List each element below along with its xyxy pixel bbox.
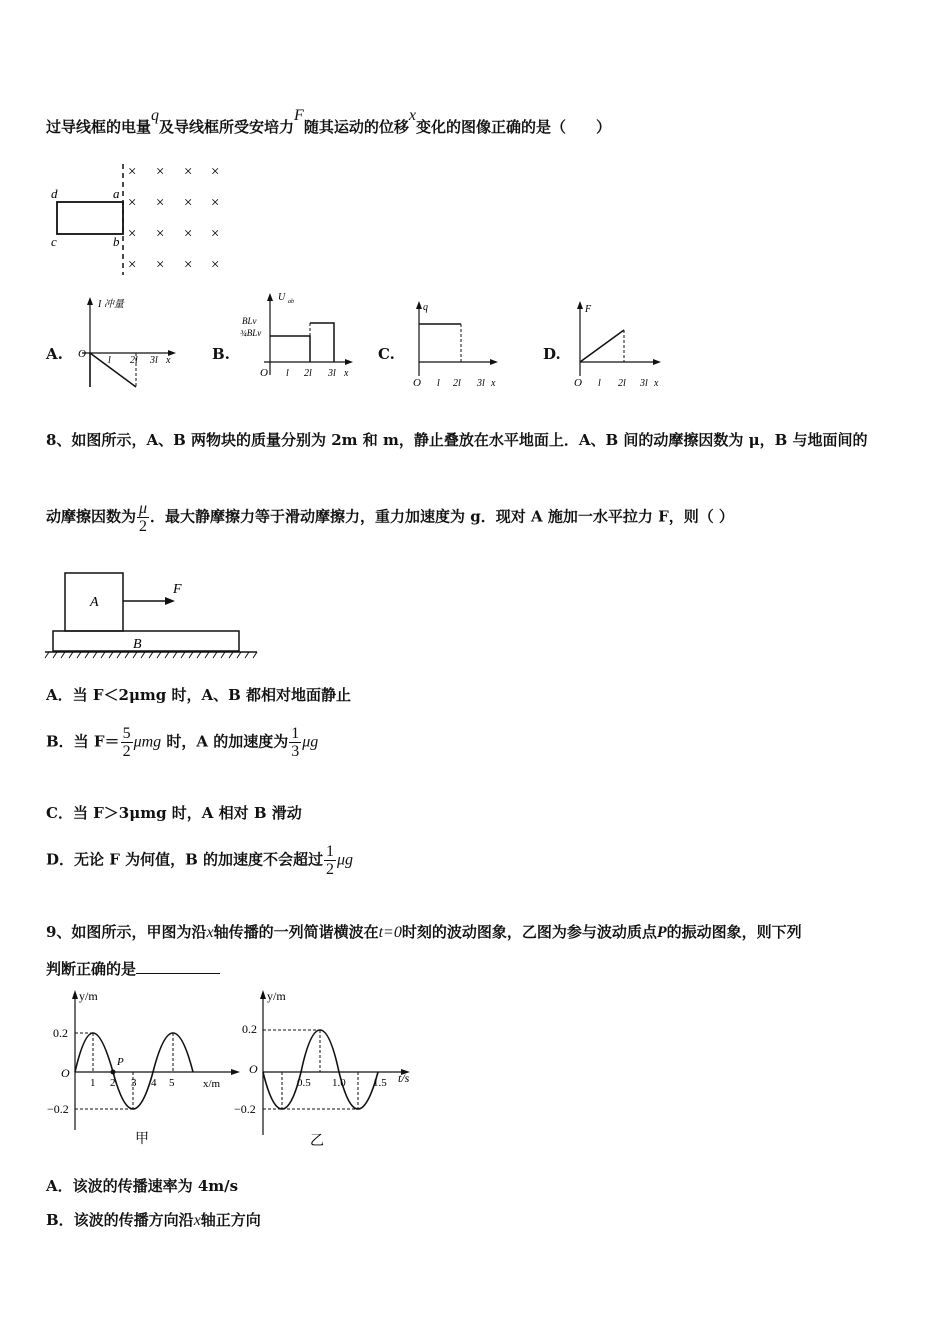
q8-text: 时，A 的加速度为: [166, 732, 289, 751]
origin: O: [574, 377, 582, 389]
tick: 3l: [640, 378, 648, 389]
caption-jia: 甲: [135, 1132, 149, 1147]
ytick: 0.2: [53, 1026, 68, 1040]
tick: 2l: [618, 378, 626, 389]
mu-g: μg: [337, 851, 354, 869]
svg-text:×: ×: [155, 257, 166, 273]
q7-stem-text: 随其运动的位移: [303, 118, 409, 136]
q7-option-b-label[interactable]: B.: [212, 345, 230, 363]
q7-option-d-graph[interactable]: [568, 298, 668, 393]
tick: 2l: [130, 355, 138, 366]
xtick: 0.5: [297, 1077, 311, 1089]
q7-option-a-graph[interactable]: [78, 295, 178, 395]
origin: O: [413, 377, 421, 389]
ytick: −0.2: [234, 1102, 256, 1116]
mu-m-g: μmg: [133, 733, 162, 751]
label-c: c: [51, 234, 57, 249]
svg-text:×: ×: [183, 226, 194, 242]
xtick: 3: [131, 1077, 137, 1089]
one-half-fraction: $\frac{1}{2}$: [326, 843, 335, 878]
xlabel: x/m: [203, 1078, 221, 1090]
tick: l: [108, 355, 111, 366]
ylabel: F: [585, 304, 592, 315]
ylabel: q: [423, 302, 428, 313]
svg-text:×: ×: [210, 195, 221, 211]
ylabel: y/m: [267, 989, 286, 1003]
ylabel-sub: ab: [288, 299, 294, 305]
q7-var-x: x: [408, 107, 416, 124]
five-halves-fraction: $\frac{5}{2}$: [122, 725, 131, 760]
q9-vibration-graph-yi: [230, 985, 430, 1150]
q9-wave-graph-jia: [45, 985, 245, 1150]
q8-option-b[interactable]: [46, 725, 318, 760]
svg-text:×: ×: [127, 257, 138, 273]
q7-stem-text: 变化的图像正确的是（ ）: [415, 118, 611, 136]
q8-text: ．最大静摩擦力等于滑动摩擦力，重力加速度为 g．现对 A 施加一水平拉力 F，则（ ）: [150, 507, 734, 526]
svg-text:×: ×: [127, 195, 138, 211]
answer-blank[interactable]: [136, 959, 220, 974]
ground-hatching: [45, 652, 257, 658]
origin: O: [260, 367, 268, 379]
magnetic-field-crosses: [127, 164, 220, 273]
tick: 3l: [328, 368, 336, 379]
ytick: 0.2: [242, 1022, 257, 1036]
xtick: 2: [110, 1077, 116, 1089]
q9-stem-line2: 判断正确的是: [46, 958, 220, 979]
q8-text: 动摩擦因数为: [46, 507, 137, 526]
q8-option-a[interactable]: A．当 F＜2μmg 时，A、B 都相对地面静止: [46, 686, 352, 704]
label-a: a: [113, 186, 120, 201]
mu-over-2-fraction: $\frac{\mu}{2}$: [139, 500, 148, 535]
mu-g: μg: [302, 733, 319, 751]
xtick: 1: [90, 1077, 96, 1089]
tick: x: [166, 355, 171, 366]
ytick: ¾BLv: [240, 328, 262, 338]
svg-text:×: ×: [155, 164, 166, 180]
q7-option-b-graph[interactable]: [238, 290, 358, 390]
svg-text:×: ×: [210, 257, 221, 273]
label-b: B: [133, 637, 142, 652]
q7-var-f: F: [294, 107, 304, 124]
tick: l: [437, 378, 440, 389]
q8-text: D．无论 F 为何值，B 的加速度不会超过: [46, 850, 324, 869]
ytick: BLv: [242, 316, 257, 326]
q9-option-b[interactable]: B．该波的传播方向沿x轴正方向: [46, 1211, 261, 1229]
svg-text:×: ×: [127, 164, 138, 180]
q7-stem-text: 及导线框所受安培力: [159, 118, 295, 136]
xtick: 5: [169, 1077, 175, 1089]
tick: x: [654, 378, 659, 389]
tick: l: [286, 368, 289, 379]
q8-stem-line1: 8、如图所示，A、B 两物块的质量分别为 2m 和 m，静止叠放在水平地面上．A、B 间的动摩擦因数为 μ，B 与地面间的: [46, 431, 868, 449]
label-a: A: [90, 595, 99, 610]
tick: 3l: [150, 355, 158, 366]
xtick: 4: [151, 1077, 157, 1089]
svg-text:×: ×: [210, 226, 221, 242]
q8-option-d[interactable]: [46, 843, 353, 878]
svg-text:×: ×: [210, 164, 221, 180]
q7-option-c-label[interactable]: C.: [378, 345, 395, 363]
svg-text:×: ×: [155, 195, 166, 211]
xtick: 1.5: [373, 1077, 387, 1089]
svg-text:×: ×: [183, 195, 194, 211]
ylabel: U: [278, 292, 286, 303]
q8-blocks-figure: [45, 565, 265, 665]
origin: O: [249, 1062, 258, 1076]
tick: 3l: [477, 378, 485, 389]
q7-frame-figure: [45, 160, 245, 280]
q7-option-a-label[interactable]: A.: [46, 345, 63, 363]
ytick: −0.2: [47, 1102, 69, 1116]
label-b: b: [113, 234, 120, 249]
svg-text:×: ×: [155, 226, 166, 242]
q7-option-d-label[interactable]: D.: [543, 345, 561, 363]
tick: x: [491, 378, 496, 389]
ylabel: I 冲量: [98, 299, 124, 310]
label-f: F: [173, 582, 182, 597]
tick: l: [598, 378, 601, 389]
xlabel: t/s: [398, 1071, 410, 1085]
one-third-fraction: $\frac{1}{3}$: [291, 725, 300, 760]
tick: 2l: [304, 368, 312, 379]
q7-stem-text: 过导线框的电量: [46, 118, 152, 136]
svg-text:×: ×: [127, 226, 138, 242]
q7-option-c-graph[interactable]: [405, 298, 505, 393]
q9-stem-line1: 9、如图所示，甲图为沿x轴传播的一列简谐横波在t=0时刻的波动图象，乙图为参与波动质点P的振动图象，则下列: [46, 923, 802, 941]
label-d: d: [51, 186, 58, 201]
tick: 2l: [453, 378, 461, 389]
q8-text: B．当 F＝: [46, 732, 120, 751]
tick: x: [344, 368, 349, 379]
origin: O: [78, 348, 86, 360]
q8-stem-line2: [46, 500, 734, 535]
caption-yi: 乙: [310, 1134, 324, 1149]
q7-var-q: q: [151, 107, 160, 124]
origin: O: [61, 1066, 70, 1080]
ylabel: y/m: [79, 989, 98, 1003]
q8-option-c[interactable]: C．当 F＞3μmg 时，A 相对 B 滑动: [46, 804, 302, 822]
q7-stem: [46, 107, 611, 137]
point-p: P: [117, 1056, 124, 1068]
xtick: 1.0: [332, 1077, 346, 1089]
svg-text:×: ×: [183, 164, 194, 180]
q9-option-a[interactable]: A．该波的传播速率为 4m/s: [46, 1177, 239, 1195]
svg-text:×: ×: [183, 257, 194, 273]
